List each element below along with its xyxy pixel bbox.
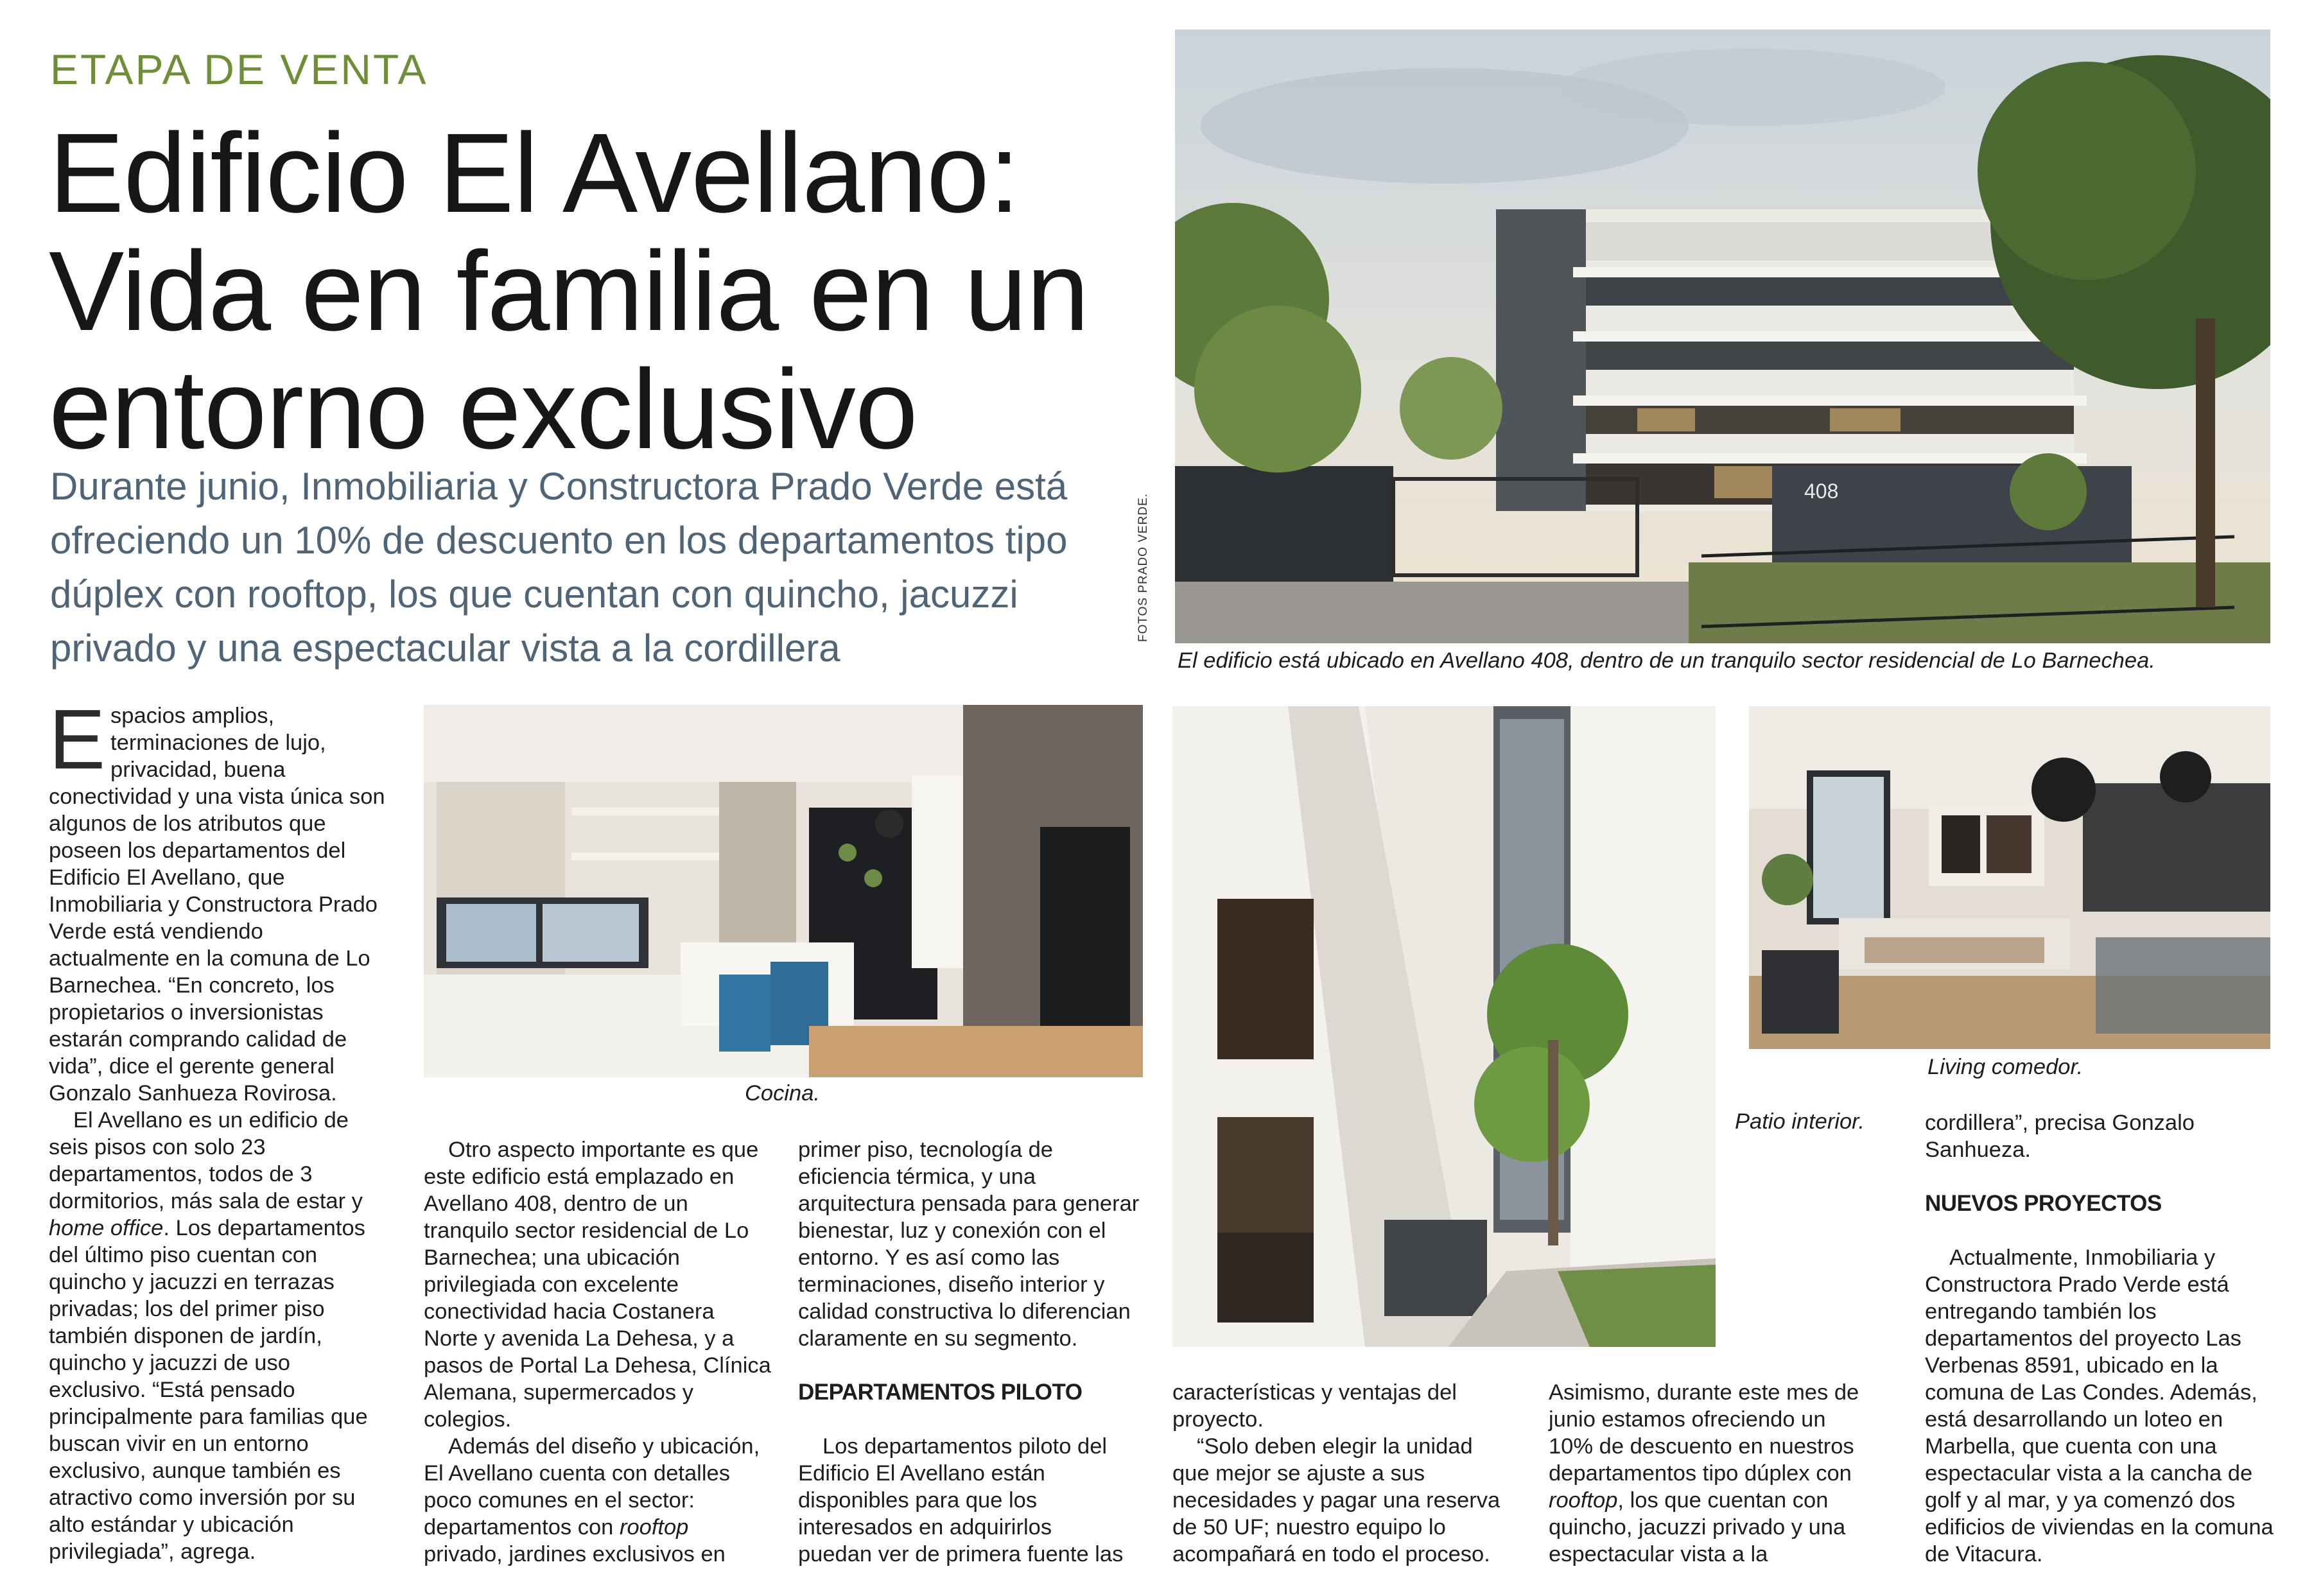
text-line: tranquilo sector residencial de Lo <box>424 1219 749 1243</box>
paragraph <box>424 1433 783 1568</box>
text-line: primer piso, tecnología de <box>798 1138 1053 1162</box>
paragraph <box>798 1136 1158 1352</box>
text-line: entorno. Y es así como las <box>798 1245 1060 1270</box>
text-line: seis pisos con solo 23 <box>49 1135 266 1159</box>
headline-line: entorno exclusivo <box>49 347 918 473</box>
text-line: está desarrollando un loteo en <box>1925 1407 2223 1432</box>
headline <box>49 110 1140 473</box>
text-line: Constructora Prado Verde está <box>1925 1272 2229 1297</box>
text-line: colegios. <box>424 1407 512 1432</box>
body-column-6 <box>1925 1109 2284 1568</box>
subhead-departamentos-piloto: DEPARTAMENTOS PILOTO <box>798 1380 1083 1405</box>
paragraph <box>798 1433 1158 1568</box>
text-line: proyecto. <box>1172 1407 1264 1432</box>
text-line: cordillera”, precisa Gonzalo <box>1925 1111 2195 1135</box>
text-line: terminaciones de lujo, <box>110 731 326 755</box>
text-line: privadas; los del primer piso <box>49 1297 325 1321</box>
text-line: Gonzalo Sanhueza Rovirosa. <box>49 1081 337 1106</box>
text-line: Edificio El Avellano están <box>798 1461 1045 1486</box>
italic-term: home office <box>49 1216 164 1240</box>
paragraph <box>424 1136 783 1433</box>
text-line: este edificio está emplazado en <box>424 1165 735 1189</box>
text-line: de Vitacura. <box>1925 1542 2043 1566</box>
text-line: quincho, jacuzzi privado y una <box>1549 1515 1846 1540</box>
living-room-photo <box>1749 706 2270 1049</box>
text-fragment: . Los departamentos <box>163 1216 365 1240</box>
text-line: Actualmente, Inmobiliaria y <box>1949 1245 2216 1270</box>
text-line: 10% de descuento en nuestros <box>1549 1434 1854 1459</box>
text-line: propietarios o inversionistas <box>49 1000 324 1025</box>
text-line: Barnechea; una ubicación <box>424 1245 680 1270</box>
text-line: poseen los departamentos del <box>49 838 346 863</box>
text-line: necesidades y pagar una reserva <box>1172 1488 1501 1513</box>
text-line: Verde está vendiendo <box>49 919 263 944</box>
drop-cap: E <box>49 692 106 786</box>
text-line: exclusivo. “Está pensado <box>49 1378 295 1402</box>
text-line: Asimismo, durante este mes de <box>1549 1380 1859 1405</box>
body-column-1 <box>49 692 396 1565</box>
text-line: interesados en adquirirlos <box>798 1515 1052 1540</box>
text-line: entregando también los <box>1925 1299 2157 1324</box>
text-line: estarán comprando calidad de <box>49 1027 347 1052</box>
text-line: claramente en su segmento. <box>798 1326 1078 1351</box>
paragraph <box>49 1107 396 1565</box>
text-line: Edificio El Avellano, que <box>49 865 285 890</box>
text-line: vida”, dice el gerente general <box>49 1054 335 1079</box>
text-line: algunos de los atributos que <box>49 811 326 836</box>
text-line: también disponen de jardín, <box>49 1324 322 1348</box>
text-line: de 50 UF; nuestro equipo lo <box>1172 1515 1446 1540</box>
text-line: departamentos del proyecto Las <box>1925 1326 2241 1351</box>
caption-patio: Patio interior. <box>1735 1109 1865 1134</box>
italic-term: rooftop <box>619 1515 689 1540</box>
text-line: terminaciones, diseño interior y <box>798 1272 1105 1297</box>
building-exterior-photo <box>1175 30 2270 643</box>
text-line: departamentos, todos de 3 <box>49 1162 313 1186</box>
text-line: del último piso cuentan con <box>49 1243 318 1267</box>
text-line <box>49 1215 396 1242</box>
photo-credit: FOTOS PRADO VERDE. <box>1136 493 1150 642</box>
paragraph <box>1172 1433 1532 1568</box>
text-line: Los departamentos piloto del <box>822 1434 1108 1459</box>
paragraph <box>1172 1379 1532 1433</box>
body-column-4 <box>1172 1379 1532 1568</box>
caption-living: Living comedor. <box>1927 1055 2083 1079</box>
headline-line: Edificio El Avellano: <box>49 110 1020 236</box>
paragraph <box>1925 1244 2284 1568</box>
text-line: Otro aspecto importante es que <box>448 1138 759 1162</box>
text-line: espectacular vista a la <box>1549 1542 1768 1566</box>
lead-line: Durante junio, Inmobiliaria y Constructora Prado Verde está <box>50 465 1068 508</box>
text-line <box>1549 1487 1908 1514</box>
text-line: spacios amplios, <box>110 704 275 728</box>
text-line: principalmente para familias que <box>49 1405 368 1429</box>
text-line: buscan vivir en un entorno <box>49 1432 309 1456</box>
text-line: alto estándar y ubicación <box>49 1513 294 1537</box>
text-line: atractivo como inversión por su <box>49 1486 356 1510</box>
subhead-nuevos-proyectos: NUEVOS PROYECTOS <box>1925 1191 2162 1216</box>
text-line: acompañará en todo el proceso. <box>1172 1542 1490 1566</box>
section-tag: ETAPA DE VENTA <box>50 46 428 93</box>
text-line: características y ventajas del <box>1172 1380 1457 1405</box>
text-line: espectacular vista a la cancha de <box>1925 1461 2253 1486</box>
lead-line: ofreciendo un 10% de descuento en los departamentos tipo <box>50 519 1068 562</box>
text-line: departamentos tipo dúplex con <box>1549 1461 1852 1486</box>
lead-line: dúplex con rooftop, los que cuentan con quincho, jacuzzi <box>50 573 1018 616</box>
text-line: Verbenas 8591, ubicado en la <box>1925 1353 2218 1378</box>
text-line: arquitectura pensada para generar <box>798 1192 1140 1216</box>
text-line: privado, jardines exclusivos en <box>424 1542 726 1566</box>
text-line: quincho y jacuzzi en terrazas <box>49 1270 335 1294</box>
text-line: poco comunes en el sector: <box>424 1488 695 1513</box>
lead-line: privado y una espectacular vista a la cordillera <box>50 627 840 670</box>
text-line: calidad constructiva lo diferencian <box>798 1299 1131 1324</box>
headline-line: Vida en familia en un <box>49 229 1089 354</box>
text-line: Norte y avenida La Dehesa, y a <box>424 1326 735 1351</box>
text-line: edificios de viviendas en la comuna <box>1925 1515 2274 1540</box>
paragraph <box>1925 1109 2284 1163</box>
text-line: puedan ver de primera fuente las <box>798 1542 1124 1566</box>
building-number-sign: 408 <box>1804 480 1839 503</box>
text-line: El Avellano es un edificio de <box>73 1108 349 1132</box>
caption-main: El edificio está ubicado en Avellano 408, dentro de un tranquilo sector residencial de Lo Barnechea. <box>1178 648 2155 673</box>
text-fragment: departamentos con <box>424 1515 620 1540</box>
patio-photo <box>1172 706 1716 1347</box>
text-line: golf y al mar, y ya comenzó dos <box>1925 1488 2236 1513</box>
text-line <box>424 1514 783 1541</box>
lead-paragraph <box>50 460 1142 675</box>
text-line: El Avellano cuenta con detalles <box>424 1461 730 1486</box>
italic-term: rooftop <box>1549 1488 1618 1513</box>
text-line: pasos de Portal La Dehesa, Clínica <box>424 1353 771 1378</box>
text-line: actualmente en la comuna de Lo <box>49 946 370 971</box>
body-column-2 <box>424 1136 783 1568</box>
text-line: Avellano 408, dentro de un <box>424 1192 688 1216</box>
text-fragment: , los que cuentan con <box>1617 1488 1829 1513</box>
text-line: Alemana, supermercados y <box>424 1380 693 1405</box>
text-line: que mejor se ajuste a sus <box>1172 1461 1425 1486</box>
text-line: bienestar, luz y conexión con el <box>798 1219 1106 1243</box>
body-column-3 <box>798 1136 1158 1568</box>
text-line: comuna de Las Condes. Además, <box>1925 1380 2257 1405</box>
text-line: junio estamos ofreciendo un <box>1549 1407 1826 1432</box>
text-line: privacidad, buena <box>110 758 286 782</box>
kitchen-photo <box>424 705 1143 1077</box>
text-line: Barnechea. “En concreto, los <box>49 973 335 998</box>
text-line: Marbella, que cuenta con una <box>1925 1434 2217 1459</box>
text-line: Inmobiliaria y Constructora Prado <box>49 892 378 917</box>
body-column-5 <box>1549 1379 1908 1568</box>
text-line: privilegiada”, agrega. <box>49 1540 256 1564</box>
text-line: Además del diseño y ubicación, <box>448 1434 760 1459</box>
text-line: eficiencia térmica, y una <box>798 1165 1036 1189</box>
caption-cocina: Cocina. <box>745 1081 820 1106</box>
text-line: “Solo deben elegir la unidad <box>1197 1434 1473 1459</box>
text-line: Sanhueza. <box>1925 1138 2031 1162</box>
text-line: conectividad y una vista única son <box>49 785 385 809</box>
text-line: exclusivo, aunque también es <box>49 1459 341 1483</box>
paragraph <box>49 692 396 1107</box>
text-line: disponibles para que los <box>798 1488 1038 1513</box>
text-line: conectividad hacia Costanera <box>424 1299 715 1324</box>
paragraph <box>1549 1379 1908 1568</box>
text-line: dormitorios, más sala de estar y <box>49 1189 363 1213</box>
text-line: quincho y jacuzzi de uso <box>49 1351 290 1375</box>
text-line: privilegiada con excelente <box>424 1272 679 1297</box>
